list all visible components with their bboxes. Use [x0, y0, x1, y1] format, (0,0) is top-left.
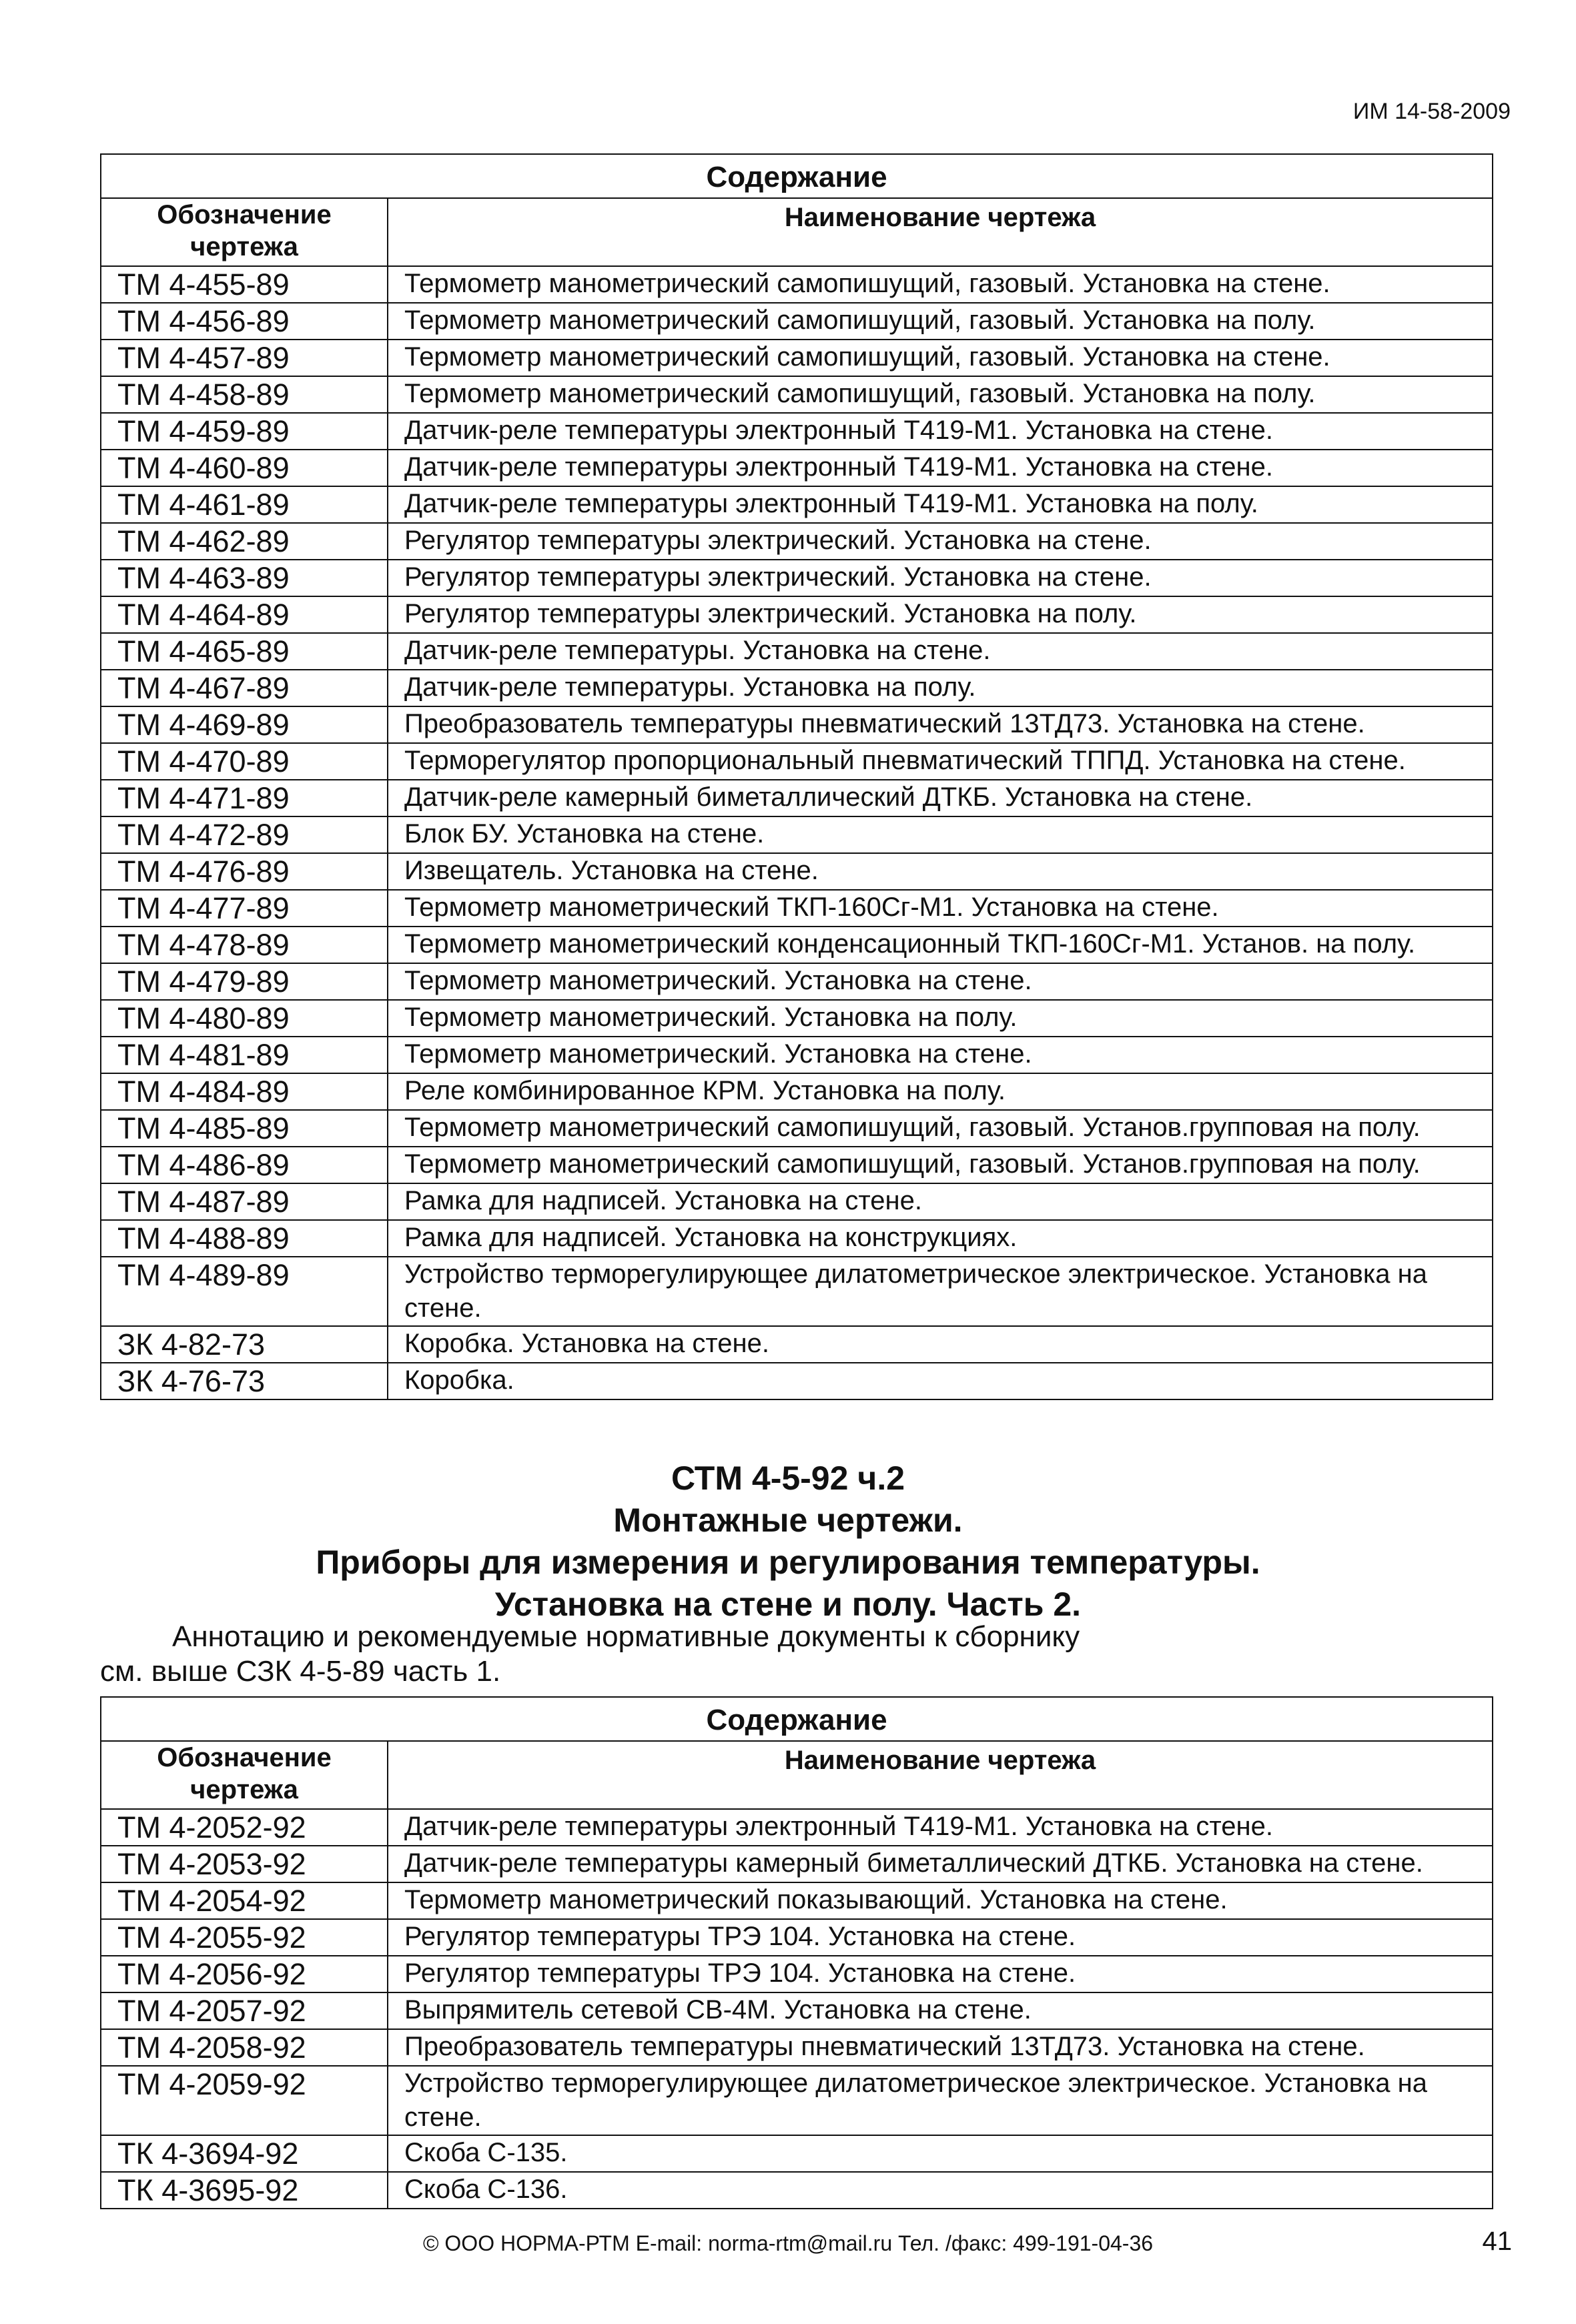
drawing-name: Извещатель. Установка на стене. [388, 853, 1493, 890]
table-row [101, 670, 1493, 706]
drawing-name: Блок БУ. Установка на стене. [388, 816, 1493, 853]
drawing-designation: ТМ 4-2055-92 [101, 1919, 388, 1956]
column-header-name: Наименование чертежа [388, 1741, 1493, 1809]
drawing-designation: ТМ 4-469-89 [101, 706, 388, 743]
table-row [101, 1110, 1493, 1147]
table-row [101, 596, 1493, 633]
section-part: Установка на стене и полу. Часть 2. [494, 1586, 1082, 1623]
drawing-designation: ТМ 4-489-89 [101, 1257, 388, 1326]
table-row [101, 2029, 1493, 2066]
table-header-row [101, 1741, 1493, 1809]
drawing-name: Скоба С-136. [388, 2172, 1493, 2209]
drawing-name: Термометр манометрический показывающий. Установка на стене. [388, 1882, 1493, 1919]
table-row [101, 1037, 1493, 1073]
drawing-designation: ТМ 4-487-89 [101, 1183, 388, 1220]
drawing-designation: ТМ 4-459-89 [101, 413, 388, 450]
drawing-designation: ТМ 4-2059-92 [101, 2066, 388, 2135]
drawing-name: Датчик-реле температуры электронный Т419-М1. Установка на стене. [388, 1809, 1493, 1846]
table-row [101, 303, 1493, 340]
drawing-name: Регулятор температуры ТРЭ 104. Установка на стене. [388, 1919, 1493, 1956]
table-row [101, 486, 1493, 523]
drawing-designation: ТМ 4-481-89 [101, 1037, 388, 1073]
drawing-designation: ТМ 4-455-89 [101, 266, 388, 303]
drawing-designation: ТМ 4-478-89 [101, 927, 388, 963]
table-row [101, 1363, 1493, 1399]
drawing-designation: ТМ 4-488-89 [101, 1220, 388, 1257]
table-row [101, 2172, 1493, 2209]
drawing-name: Преобразователь температуры пневматический 13ТД73. Установка на стене. [388, 2029, 1493, 2066]
contents-table-2 [100, 1696, 1493, 2209]
table-row [101, 1809, 1493, 1846]
drawing-designation: ТМ 4-2053-92 [101, 1846, 388, 1882]
section-heading: Приборы для измерения и регулирования температуры. [316, 1544, 1260, 1581]
section-subtitle: Монтажные чертежи. [613, 1502, 963, 1539]
drawing-name: Датчик-реле температуры электронный Т419-М1. Установка на полу. [388, 486, 1493, 523]
drawing-name: Датчик-реле температуры электронный Т419-М1. Установка на стене. [388, 413, 1493, 450]
column-header-designation: Обозначение чертежа [101, 1741, 388, 1809]
drawing-name: Термометр манометрический ТКП-160Сг-М1. Установка на стене. [388, 890, 1493, 927]
drawing-designation: ТМ 4-485-89 [101, 1110, 388, 1147]
drawing-designation: ТК 4-3695-92 [101, 2172, 388, 2209]
table-row [101, 2135, 1493, 2172]
drawing-designation: ТК 4-3694-92 [101, 2135, 388, 2172]
table-row [101, 927, 1493, 963]
drawing-designation: ТМ 4-462-89 [101, 523, 388, 560]
drawing-designation: ТМ 4-470-89 [101, 743, 388, 780]
drawing-designation: ЗК 4-76-73 [101, 1363, 388, 1399]
drawing-designation: ТМ 4-456-89 [101, 303, 388, 340]
drawing-name: Термометр манометрический самопишущий, газовый. Установка на полу. [388, 376, 1493, 413]
table-row [101, 1992, 1493, 2029]
drawing-name: Реле комбинированное КРМ. Установка на полу. [388, 1073, 1493, 1110]
table-row [101, 1956, 1493, 1992]
table-row [101, 1220, 1493, 1257]
table-row [101, 890, 1493, 927]
table-row [101, 743, 1493, 780]
drawing-name: Коробка. Установка на стене. [388, 1326, 1493, 1363]
table-row [101, 523, 1493, 560]
table-title: Содержание [101, 1697, 1493, 1741]
table-title: Содержание [101, 154, 1493, 198]
table-header-row [101, 198, 1493, 266]
annotation-line-1: Аннотацию и рекомендуемые нормативные документы к сборнику [172, 1620, 1080, 1653]
drawing-name: Регулятор температуры электрический. Установка на полу. [388, 596, 1493, 633]
drawing-designation: ТМ 4-467-89 [101, 670, 388, 706]
drawing-name: Термометр манометрический самопишущий, газовый. Установка на стене. [388, 266, 1493, 303]
drawing-designation: ТМ 4-460-89 [101, 450, 388, 486]
drawing-designation: ТМ 4-471-89 [101, 780, 388, 816]
table-row [101, 633, 1493, 670]
drawing-designation: ТМ 4-465-89 [101, 633, 388, 670]
drawing-designation: ТМ 4-464-89 [101, 596, 388, 633]
drawing-designation: ЗК 4-82-73 [101, 1326, 388, 1363]
drawing-designation: ТМ 4-2054-92 [101, 1882, 388, 1919]
annotation-line-2: см. выше СЗК 4-5-89 часть 1. [100, 1655, 501, 1688]
table-row [101, 963, 1493, 1000]
drawing-name: Регулятор температуры ТРЭ 104. Установка на стене. [388, 1956, 1493, 1992]
drawing-designation: ТМ 4-486-89 [101, 1147, 388, 1183]
table-title-row [101, 1697, 1493, 1741]
drawing-name: Термометр манометрический самопишущий, газовый. Установ.групповая на полу. [388, 1147, 1493, 1183]
drawing-designation: ТМ 4-457-89 [101, 340, 388, 376]
table-row [101, 1882, 1493, 1919]
drawing-designation: ТМ 4-2058-92 [101, 2029, 388, 2066]
table-row [101, 1919, 1493, 1956]
drawing-name: Скоба С-135. [388, 2135, 1493, 2172]
drawing-name: Термометр манометрический самопишущий, газовый. Установка на стене. [388, 340, 1493, 376]
table-row [101, 1257, 1493, 1326]
drawing-name: Датчик-реле температуры электронный Т419-М1. Установка на стене. [388, 450, 1493, 486]
drawing-designation: ТМ 4-463-89 [101, 560, 388, 596]
table-row [101, 780, 1493, 816]
drawing-name: Датчик-реле камерный биметаллический ДТКБ. Установка на стене. [388, 780, 1493, 816]
drawing-designation: ТМ 4-479-89 [101, 963, 388, 1000]
table-row [101, 816, 1493, 853]
drawing-designation: ТМ 4-480-89 [101, 1000, 388, 1037]
drawing-name: Термометр манометрический самопишущий, газовый. Установ.групповая на полу. [388, 1110, 1493, 1147]
column-header-designation: Обозначение чертежа [101, 198, 388, 266]
drawing-name: Регулятор температуры электрический. Установка на стене. [388, 560, 1493, 596]
drawing-designation: ТМ 4-2057-92 [101, 1992, 388, 2029]
table-row [101, 1147, 1493, 1183]
drawing-designation: ТМ 4-461-89 [101, 486, 388, 523]
drawing-name: Датчик-реле температуры. Установка на полу. [388, 670, 1493, 706]
drawing-name: Устройство терморегулирующее дилатометрическое электрическое. Установка на стене. [388, 2066, 1493, 2135]
drawing-name: Датчик-реле температуры камерный биметаллический ДТКБ. Установка на стене. [388, 1846, 1493, 1882]
drawing-name: Преобразователь температуры пневматический 13ТД73. Установка на стене. [388, 706, 1493, 743]
drawing-name: Термометр манометрический. Установка на стене. [388, 963, 1493, 1000]
table-row [101, 1183, 1493, 1220]
drawing-designation: ТМ 4-2052-92 [101, 1809, 388, 1846]
table-row [101, 560, 1493, 596]
drawing-name: Регулятор температуры электрический. Установка на стене. [388, 523, 1493, 560]
table-row [101, 1326, 1493, 1363]
table-row [101, 413, 1493, 450]
table-row [101, 1000, 1493, 1037]
document-code: ИМ 14-58-2009 [1352, 99, 1511, 124]
table-row [101, 450, 1493, 486]
drawing-name: Термометр манометрический. Установка на стене. [388, 1037, 1493, 1073]
drawing-designation: ТМ 4-2056-92 [101, 1956, 388, 1992]
drawing-name: Коробка. [388, 1363, 1493, 1399]
table-title-row [101, 154, 1493, 198]
drawing-designation: ТМ 4-477-89 [101, 890, 388, 927]
drawing-name: Выпрямитель сетевой СВ-4М. Установка на стене. [388, 1992, 1493, 2029]
drawing-designation: ТМ 4-458-89 [101, 376, 388, 413]
drawing-name: Термометр манометрический. Установка на полу. [388, 1000, 1493, 1037]
drawing-name: Датчик-реле температуры. Установка на стене. [388, 633, 1493, 670]
contents-table-1 [100, 153, 1493, 1400]
column-header-name: Наименование чертежа [388, 198, 1493, 266]
table-row [101, 1073, 1493, 1110]
table-row [101, 853, 1493, 890]
drawing-name: Рамка для надписей. Установка на конструкциях. [388, 1220, 1493, 1257]
section-code: СТМ 4-5-92 ч.2 [671, 1460, 905, 1497]
table-row [101, 706, 1493, 743]
table-row [101, 376, 1493, 413]
drawing-designation: ТМ 4-472-89 [101, 816, 388, 853]
drawing-designation: ТМ 4-484-89 [101, 1073, 388, 1110]
drawing-name: Терморегулятор пропорциональный пневматический ТППД. Установка на стене. [388, 743, 1493, 780]
table-row [101, 340, 1493, 376]
table-row [101, 2066, 1493, 2135]
footer-copyright: © ООО НОРМА-РТМ E-mail: norma-rtm@mail.ru Тел. /факс: 499-191-04-36 [422, 2231, 1154, 2255]
drawing-name: Термометр манометрический самопишущий, газовый. Установка на полу. [388, 303, 1493, 340]
drawing-name: Устройство терморегулирующее дилатометрическое электрическое. Установка на стене. [388, 1257, 1493, 1326]
drawing-name: Рамка для надписей. Установка на стене. [388, 1183, 1493, 1220]
drawing-name: Термометр манометрический конденсационный ТКП-160Сг-М1. Установ. на полу. [388, 927, 1493, 963]
table-row [101, 1846, 1493, 1882]
drawing-designation: ТМ 4-476-89 [101, 853, 388, 890]
page-number: 41 [1482, 2227, 1512, 2256]
table-row [101, 266, 1493, 303]
